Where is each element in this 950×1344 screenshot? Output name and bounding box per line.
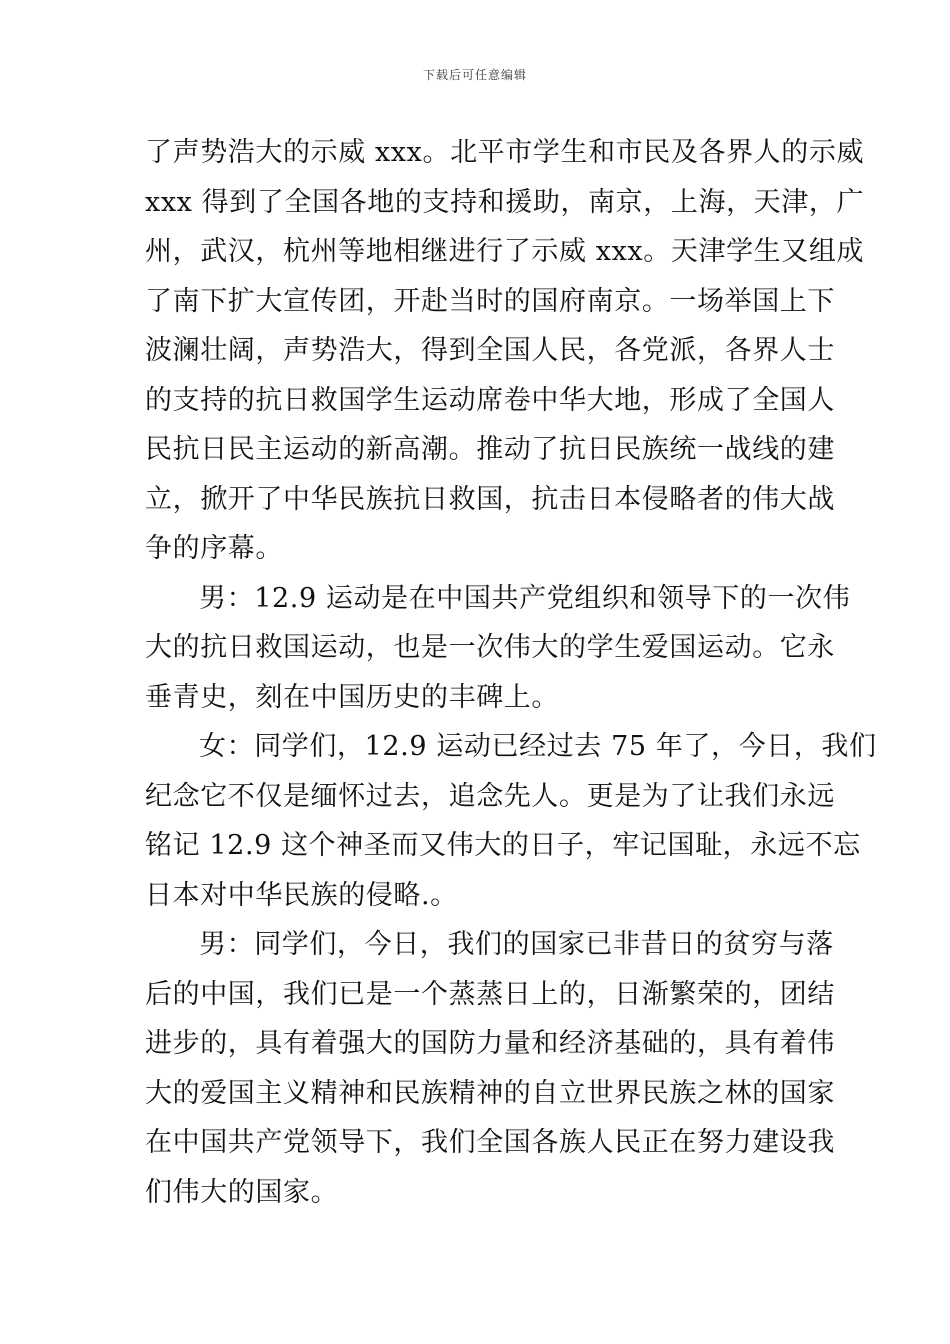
text-line: 在中国共产党领导下，我们全国各族人民正在努力建设我 [145,1127,835,1158]
text-line: 的支持的抗日救国学生运动席卷中华大地，形成了全国人 [145,384,835,416]
text-line: 垂青史，刻在中国历史的丰碑上。 [145,681,559,713]
text-line: 了声势浩大的示威 xxx。北平市学生和市民及各界人的示威 [145,137,865,168]
text-line: 州，武汉，杭州等地相继进行了示威 xxx。天津学生又组成 [145,236,865,267]
text-line: 民抗日民主运动的新高潮。推动了抗日民族统一战线的建 [145,434,835,465]
text-line: xxx 得到了全国各地的支持和援助，南京，上海，天津，广 [145,186,865,218]
text-line: 日本对中华民族的侵略.。 [145,879,458,911]
document-body [145,128,877,1217]
text-line: 纪念它不仅是缅怀过去，追念先人。更是为了让我们永远 [145,780,835,812]
text-line: 进步的，具有着强大的国防力量和经济基础的，具有着伟 [145,1028,835,1059]
text-line: 后的中国，我们已是一个蒸蒸日上的，日渐繁荣的，团结 [145,978,835,1010]
header-note: 下载后可任意编辑 [422,68,527,82]
paragraph-first-line: 男：同学们，今日，我们的国家已非昔日的贫穷与落 [199,929,834,960]
text-line: 大的爱国主义精神和民族精神的自立世界民族之林的国家 [145,1077,835,1109]
text-line: 了南下扩大宣传团，开赴当时的国府南京。一场举国上下 [145,285,835,317]
paragraph-first-line: 男：12.9 运动是在中国共产党组织和领导下的一次伟 [199,582,851,614]
text-line: 波澜壮阔，声势浩大，得到全国人民，各党派，各界人士 [145,335,835,366]
text-line: 大的抗日救国运动，也是一次伟大的学生爱国运动。它永 [145,632,835,663]
text-line: 立，掀开了中华民族抗日救国，抗击日本侵略者的伟大战 [145,483,835,515]
text-line: 铭记 12.9 这个神圣而又伟大的日子，牢记国耻，永远不忘 [145,830,861,861]
paragraph-first-line: 女：同学们，12.9 运动已经过去 75 年了，今日，我们 [199,731,877,762]
text-line: 争的序幕。 [145,533,283,564]
text-line: 们伟大的国家。 [145,1176,339,1208]
